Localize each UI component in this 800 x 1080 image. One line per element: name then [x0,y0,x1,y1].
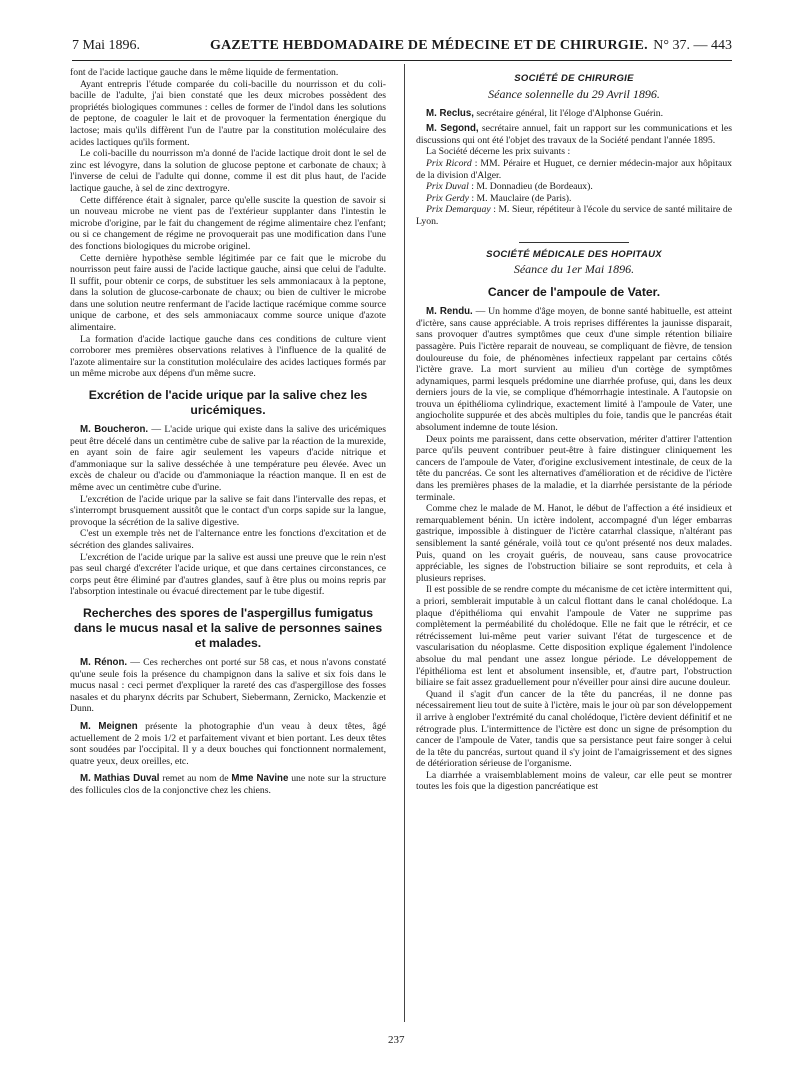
paragraph-text: une note sur la structure des follicules clos de la conjonctive chez les chiens. [70,773,387,796]
prize-name: Prix Gerdy [426,192,469,204]
paragraph-text: — Ces recherches ont porté sur 58 cas, et nous n'avons constaté qu'une seule fois la présence du champignon dans la salive et six fois dans le mucus nasal : ceci permet d'expliquer la rareté des cas d'aspergillose des fosses nasales et du pharynx décrits par Schubert, Siebermann, Zernicko, Mackenzie et Dunn. [70,656,387,715]
society-heading: SOCIÉTÉ DE CHIRURGIE [514,73,634,84]
author-name: M. Meignen [80,720,138,732]
paragraph: Cette différence était à signaler, parce qu'elle suscite la question de savoir si un nouveau microbe ne vient pas de l'extérieur supplanter dans l'intestin le microbe d'origine, par le fait du changement de régime alimentaire chez l'enfant; ou si ce changement de régime ne provoquerait pas une modification dans l'une des fonctions biologiques du microbe originel. [70,194,386,252]
author-name: M. Reclus, [426,107,474,119]
prize-text: : M. Mauclaire (de Paris). [468,192,572,204]
prize-name: Prix Ricord [426,157,472,169]
paragraph: Il est possible de se rendre compte du mécanisme de cet ictère intermittent qui, a priori, semblerait imputable à un calcul flottant dans le canal cholédoque. La plaque d'épithélioma qui envahit l'ampoule de Vater ne supprime pas complètement la perméabilité du cholédoque. Elle ne fait que le rétrécir, et ce rétrécissement lui-même peut varier suivant l'état de turgescence et de vascularisation du néoplasme. Cette disposition explique également l'indolence absolue du mal pendant une assez longue période. Le développement de l'épithélioma est lent et absolument insensible, et, d'autre part, l'obstruction biliaire se fait assez graduellement pour n'éveiller pour ainsi dire aucune douleur. [416,584,732,689]
issue-page-number: N° 37. — 443 [653,38,732,53]
header-date: 7 Mai 1896. [72,38,141,53]
paragraph: La formation d'acide lactique gauche dans ces conditions de culture vient corroborer mes premières observations relatives à l'influence de la qualité de l'azote alimentaire sur la constitution moléculaire des acides lactiques formés par un même microbe aux dépens d'un même sucre. [70,333,386,380]
paragraph [70,721,386,767]
paragraph: La Société décerne les prix suivants : [426,146,571,158]
paragraph-text: — L'acide urique qui existe dans la salive des uricémiques peut être décelé dans un centimètre cube de salive par la réaction de la murexide, en ayant soin de faire agir seulement les vapeurs d'acide nitrique et d'ammoniaque sur la salive desséchée à une température peu élevée. Avec un excès de chaleur ou d'acide ou d'ammoniaque la réaction manque. Il en est de même avec un centimètre cube d'urine. [70,424,386,493]
session-title: Séance du 1er Mai 1896. [513,262,635,277]
header-rule [72,60,732,61]
prize-text: : M. Donnadieu (de Bordeaux). [468,181,593,193]
prize-line [416,204,732,227]
journal-title: GAZETTE HEBDOMADAIRE DE MÉDECINE ET DE CHIRURGIE. [210,38,648,53]
prize-text: : MM. Péraire et Huguet, ce dernier médecin-major aux hôpitaux de la division d'Alger. [416,157,733,181]
paragraph-text: — Un homme d'âge moyen, de bonne santé habituelle, est atteint d'ictère, sans cause appréciable. A trois reprises différentes la jaunisse disparait, sans provoquer d'autres symptômes que ceux d'une simple rétention biliaire passagère. Puis l'ictère reparait de nouveau, se compliquant de fièvre, de tension douloureuse du foie, de phénomènes infectieux rappelant par certains côtés l'ictère grave. La mort survient au milieu d'un cortège de symptômes adynamiques, parmi lesquels prédomine une diarrhée profuse, qui, dans les deux derniers jours de la vie, se complique d'hémorrhagie intestinale. A l'autopsie on trouva un épithélioma cylindrique, exactement limité à l'ampoule de Vater, une angiocholite suppurée et des abcès multiples du foie, tandis que le pancréas était absolument indemne de toute lésion. [416,306,733,434]
section-rule [519,242,629,243]
paragraph [416,306,732,434]
author-name: M. Rénon. [80,656,128,668]
paragraph [70,424,386,494]
paragraph [416,123,732,146]
paragraph: font de l'acide lactique gauche dans le même liquide de fermentation. [70,67,339,78]
section-heading: Excrétion de l'acide urique par la salive chez les uricémiques. [88,388,368,418]
right-column [416,67,732,793]
society-heading: SOCIÉTÉ MÉDICALE DES HOPITAUX [486,248,662,260]
paragraph-text: secrétaire annuel, fait un rapport sur les communications et les discussions qui ont été l'objet des travaux de la Société pendant l'année 1895. [416,123,732,146]
prize-name: Prix Duval [426,181,469,193]
prize-name: Prix Demarquay [426,204,491,216]
paragraph [416,108,732,120]
author-name: Mme Navine [231,773,289,785]
session-title: Séance solennelle du 29 Avril 1896. [488,86,660,101]
paragraph-text: présente la photographie d'un veau à deux têtes, âgé actuellement de 2 mois 1/2 et parfaitement vivant et bien portant. Les deux têtes sont soudées par l'occipital. Il y a deux bouches qui fonctionnent normalement, quatre yeux, deux oreilles, etc. [70,720,386,767]
paragraph: L'excrétion de l'acide urique par la salive se fait dans l'intervalle des repas, et s'interrompt brusquement aussitôt que le contact d'un corps sapide sur la langue, provoque la sécrétion de la salive digestive. [70,493,386,528]
paragraph: La diarrhée a vraisemblablement moins de valeur, car elle peut se montrer toutes les fois que la digestion pancréatique est [416,769,732,793]
paragraph: C'est un exemple très net de l'alternance entre les fonctions d'excitation et de sécrétion des glandes salivaires. [70,528,386,551]
paragraph: L'excrétion de l'acide urique par la salive est aussi une preuve que le rein n'est pas seul chargé d'excréter l'acide urique, et que dans certaines circonstances, ce corps peut être éliminé par d'autres glandes, sauf à être plus ou moins repris par l'absorption intestinale ou évacué directement par le tube digestif. [70,551,386,598]
paragraph: Le coli-bacille du nourrisson m'a donné de l'acide lactique droit dont le sel de zinc est lévogyre, dans la solution de glucose peptone et carbonate de chaux; à l'inverse de celui de l'adulte qui donne, comme il est dit plus haut, de l'acide lactique gauche, à sel de zinc dextrogyre. [70,148,386,194]
author-name: M. Mathias Duval [80,773,160,785]
running-header [72,38,732,60]
section-heading: Recherches des spores de l'aspergillus fumigatus dans le mucus nasal et la salive de personnes saines et malades. [73,605,383,650]
author-name: M. Segond, [426,123,479,135]
paragraph: Quand il s'agit d'un cancer de la tête du pancréas, il ne donne pas nécessairement lieu tout de suite à l'ictère, mais le jour où par son développement il arrive à englober l'extrémité du canal cholédoque, l'ictère devient définitif et ne rétrograde plus. L'intermittence de l'ictère est donc un signe de présomption du cancer de l'ampoule de Vater, tandis que sa persistance peut faire songer à celui de la tête du pancréas, surtout quand il s'y joint de l'amaigrissement et des signes de détérioration sérieuse de l'organisme. [416,688,732,770]
prize-line [416,181,732,193]
page-number: 237 [388,1034,405,1046]
paragraph: Ayant entrepris l'étude comparée du coli-bacille du nourrisson et du coli-bacille de l'adulte, j'ai bien constaté que les deux microbes possèdent des propriétés biologiques communes : celles de former de l'indol dans les solutions de peptone, de coaguler le lait et de provoquer la fermentation énergique du lactose; mais qu'ils diffèrent l'un de l'autre par la constitution moléculaire des acides lactiques qu'ils forment. [70,78,386,148]
prize-line [416,193,732,205]
section-heading: Cancer de l'ampoule de Vater. [487,285,661,300]
author-name: M. Boucheron. [80,424,149,436]
column-divider [404,64,405,1022]
paragraph [70,773,386,796]
author-name: M. Rendu. [426,306,473,318]
paragraph [70,657,386,715]
prize-line [416,158,732,181]
paragraph: Comme chez le malade de M. Hanot, le début de l'affection a été insidieux et remarquablement bénin. Un ictère indolent, accompagné d'un léger embarras gastrique, impossible à distinguer de l'ictère catarrhal classique, n'altérant pas sensiblement la santé générale, voilà tout ce qu'ont présenté nos deux malades. Puis, quand on les croyait guéris, de nouveau, sans cause provocatrice appréciable, les signes de l'obstruction biliaire se sont reproduits, et cela à plusieurs reprises. [416,503,732,584]
prize-text: : M. Sieur, répétiteur à l'école du service de santé militaire de Lyon. [416,204,732,227]
left-column [70,67,386,796]
paragraph: Cette dernière hypothèse semble légitimée par ce fait que le microbe du nourrisson peut faire aussi de l'acide lactique gauche, ainsi que celui de l'adulte. Il suffit, pour obtenir ce corps, de substituer les sels ammoniacaux à la peptone, dans la solution de glucose-carbonate de chaux; ou bien de cultiver le microbe dans une solution neutre renfermant de l'acide lactique racémique comme source unique de carbone, et des sels ammoniacaux comme source unique d'azote alimentaire. [70,252,386,334]
paragraph-text: remet au nom de [159,773,232,785]
paragraph: Deux points me paraissent, dans cette observation, mériter d'attirer l'attention parce qu'ils peuvent contribuer peut-être à faire distinguer cliniquement les cancers de l'ampoule de Vater, d'origine exclusivement intestinale, de ceux de la tête du pancréas. Ce sont les alternatives d'amélioration et de récidive de l'ictère dans les premières phases de la maladie, et la diarrhée persistante de la période terminale. [416,433,732,503]
paragraph-text: secrétaire général, lit l'éloge d'Alphonse Guérin. [473,107,664,119]
